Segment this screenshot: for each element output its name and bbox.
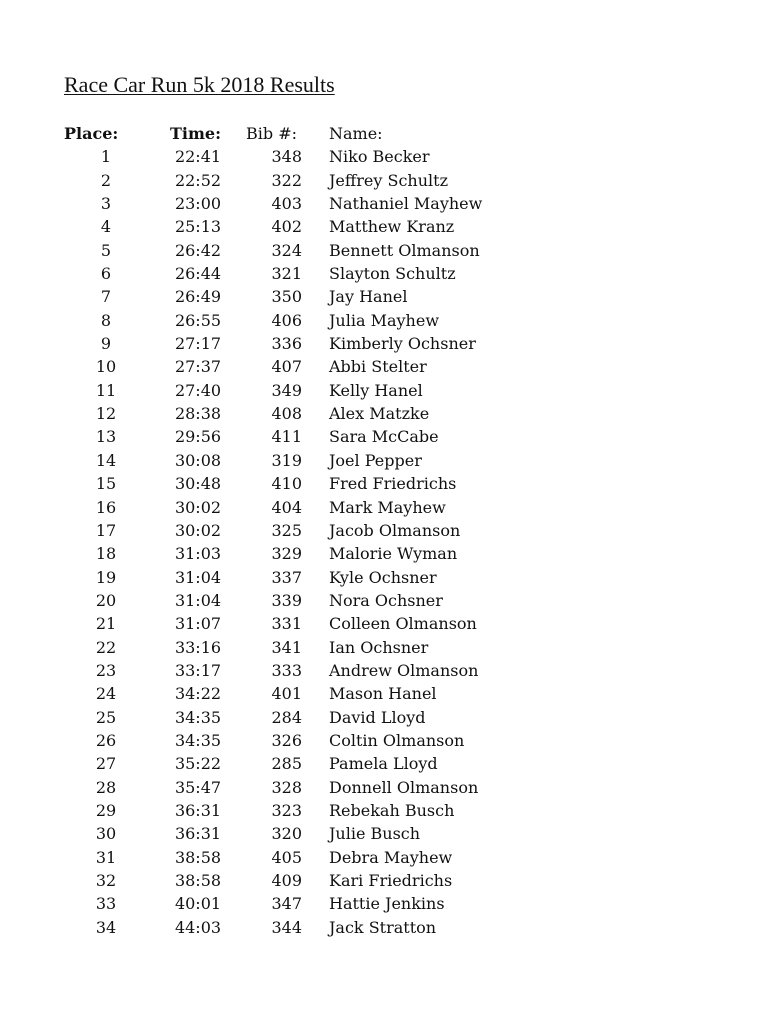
bib-cell: 409 [271,871,302,890]
time-cell: 25:13 [174,217,222,237]
time-cell: 35:22 [174,754,222,774]
name-cell: Fred Friedrichs [329,474,457,494]
bib-cell: 333 [271,660,302,680]
time-cell: 27:17 [174,334,222,354]
bib-cell: 339 [271,590,302,610]
table-row [0,215,768,238]
place-cell: 21 [95,614,117,634]
name-cell: Pamela Lloyd [329,754,438,774]
time-cell: 26:55 [174,310,222,330]
table-row [0,309,768,332]
time-cell: 30:02 [174,497,222,517]
page-title: Race Car Run 5k 2018 Results [64,72,335,97]
name-cell: Kimberly Ochsner [329,334,476,354]
bib-cell: 337 [271,567,302,587]
time-cell: 23:00 [174,194,222,214]
name-cell: Nathaniel Mayhew [329,194,483,214]
name-cell: Julia Mayhew [329,310,440,330]
time-cell: 30:48 [174,474,222,494]
name-cell: Bennett Olmanson [329,240,480,260]
table-header [0,122,768,145]
table-row [0,402,768,425]
bib-cell: 325 [271,520,302,540]
table-row [0,636,768,659]
table-row [0,589,768,612]
place-cell: 26 [95,730,117,750]
name-cell: Kelly Hanel [329,380,423,400]
place-cell: 13 [95,427,117,447]
table-row [0,706,768,729]
bib-cell: 328 [271,777,302,797]
place-cell: 24 [95,684,117,704]
time-cell: 31:04 [174,590,222,610]
table-row [0,519,768,542]
time-cell: 38:58 [174,871,222,890]
header-place: Place: [64,124,119,143]
place-cell: 27 [95,754,117,774]
time-cell: 34:22 [174,684,222,704]
bib-cell: 324 [271,240,302,260]
name-cell: Colleen Olmanson [329,614,477,634]
time-cell: 27:40 [174,380,222,400]
place-cell: 9 [100,334,112,354]
time-cell: 26:42 [174,240,222,260]
place-cell: 20 [95,590,117,610]
place-cell: 33 [95,894,117,914]
place-cell: 2 [100,170,112,190]
bib-cell: 406 [271,310,302,330]
time-cell: 34:35 [174,707,222,727]
place-cell: 31 [95,847,117,867]
place-cell: 29 [95,800,117,820]
table-row [0,822,768,845]
bib-cell: 350 [271,287,302,307]
time-cell: 38:58 [174,847,222,867]
name-cell: Kari Friedrichs [329,871,453,890]
name-cell: David Lloyd [329,707,426,727]
bib-cell: 319 [271,450,302,470]
place-cell: 25 [95,707,117,727]
name-cell: Hattie Jenkins [329,894,445,914]
name-cell: Kyle Ochsner [329,567,437,587]
bib-cell: 411 [271,427,302,447]
table-row [0,192,768,215]
name-cell: Donnell Olmanson [329,777,479,797]
bib-cell: 331 [271,614,302,634]
table-row [0,799,768,822]
bib-cell: 408 [271,404,302,424]
time-cell: 26:49 [174,287,222,307]
table-row [0,239,768,262]
header-bib: Bib #: [246,124,297,143]
name-cell: Nora Ochsner [329,590,443,610]
name-cell: Mason Hanel [329,684,437,704]
bib-cell: 347 [271,894,302,914]
time-cell: 27:37 [174,357,222,377]
time-cell: 33:16 [174,637,222,657]
place-cell: 10 [95,357,117,377]
time-cell: 36:31 [174,824,222,844]
time-cell: 34:35 [174,730,222,750]
time-cell: 26:44 [174,264,222,284]
place-cell: 23 [95,660,117,680]
bib-cell: 341 [271,637,302,657]
name-cell: Matthew Kranz [329,217,455,237]
name-cell: Coltin Olmanson [329,730,465,750]
place-cell: 4 [100,217,112,237]
name-cell: Malorie Wyman [329,544,458,564]
time-cell: 35:47 [174,777,222,797]
name-cell: Slayton Schultz [329,264,456,284]
table-row [0,776,768,799]
bib-cell: 404 [271,497,302,517]
place-cell: 16 [95,497,117,517]
bib-cell: 320 [271,824,302,844]
bib-cell: 336 [271,334,302,354]
name-cell: Debra Mayhew [329,847,453,867]
bib-cell: 329 [271,544,302,564]
bib-cell: 410 [271,474,302,494]
table-row [0,729,768,752]
bib-cell: 323 [271,800,302,820]
time-cell: 33:17 [174,660,222,680]
place-cell: 22 [95,637,117,657]
results-table [0,122,768,939]
place-cell: 6 [100,264,112,284]
time-cell: 30:02 [174,520,222,540]
bib-cell: 401 [271,684,302,704]
name-cell: Mark Mayhew [329,497,446,517]
header-time: Time: [170,124,221,143]
name-cell: Ian Ochsner [329,637,429,657]
time-cell: 31:03 [174,544,222,564]
bib-cell: 403 [271,194,302,214]
time-cell: 22:52 [174,170,222,190]
name-cell: Julie Busch [329,824,421,844]
place-cell: 15 [95,474,117,494]
table-row [0,612,768,635]
table-row [0,169,768,192]
bib-cell: 405 [271,847,302,867]
table-row [0,846,768,869]
time-cell: 40:01 [174,894,222,914]
place-cell: 28 [95,777,117,797]
bib-cell: 402 [271,217,302,237]
results-rows [0,145,768,939]
place-cell: 19 [95,567,117,587]
time-cell: 31:07 [174,614,222,634]
table-row [0,542,768,565]
bib-cell: 285 [271,754,302,774]
time-cell: 44:03 [174,917,222,937]
table-row [0,425,768,448]
place-cell: 3 [100,194,112,214]
name-cell: Andrew Olmanson [329,660,479,680]
time-cell: 36:31 [174,800,222,820]
time-cell: 31:04 [174,567,222,587]
time-cell: 28:38 [174,404,222,424]
name-cell: Jay Hanel [329,287,408,307]
table-row [0,145,768,168]
place-cell: 5 [100,240,112,260]
header-name: Name: [329,124,383,143]
place-cell: 17 [95,520,117,540]
name-cell: Jeffrey Schultz [329,170,448,190]
name-cell: Abbi Stelter [329,357,427,377]
bib-cell: 349 [271,380,302,400]
table-row [0,332,768,355]
name-cell: Niko Becker [329,147,430,167]
time-cell: 30:08 [174,450,222,470]
place-cell: 32 [95,871,117,890]
name-cell: Jack Stratton [329,917,437,937]
table-row [0,355,768,378]
place-cell: 30 [95,824,117,844]
place-cell: 8 [100,310,112,330]
table-row [0,752,768,775]
place-cell: 11 [95,380,117,400]
place-cell: 1 [100,147,112,167]
place-cell: 34 [95,917,117,937]
bib-cell: 322 [271,170,302,190]
place-cell: 12 [95,404,117,424]
table-row [0,262,768,285]
table-row [0,285,768,308]
name-cell: Jacob Olmanson [329,520,461,540]
name-cell: Alex Matzke [329,404,430,424]
name-cell: Sara McCabe [329,427,439,447]
table-row [0,916,768,939]
bib-cell: 348 [271,147,302,167]
bib-cell: 344 [271,917,302,937]
name-cell: Rebekah Busch [329,800,455,820]
bib-cell: 326 [271,730,302,750]
table-row [0,892,768,915]
table-row [0,379,768,402]
place-cell: 18 [95,544,117,564]
table-row [0,869,768,892]
table-row [0,659,768,682]
table-row [0,682,768,705]
table-row [0,496,768,519]
time-cell: 22:41 [174,147,222,167]
place-cell: 14 [95,450,117,470]
table-row [0,449,768,472]
table-row [0,472,768,495]
place-cell: 7 [100,287,112,307]
bib-cell: 407 [271,357,302,377]
table-row [0,566,768,589]
name-cell: Joel Pepper [329,450,422,470]
bib-cell: 321 [271,264,302,284]
time-cell: 29:56 [174,427,222,447]
bib-cell: 284 [271,707,302,727]
